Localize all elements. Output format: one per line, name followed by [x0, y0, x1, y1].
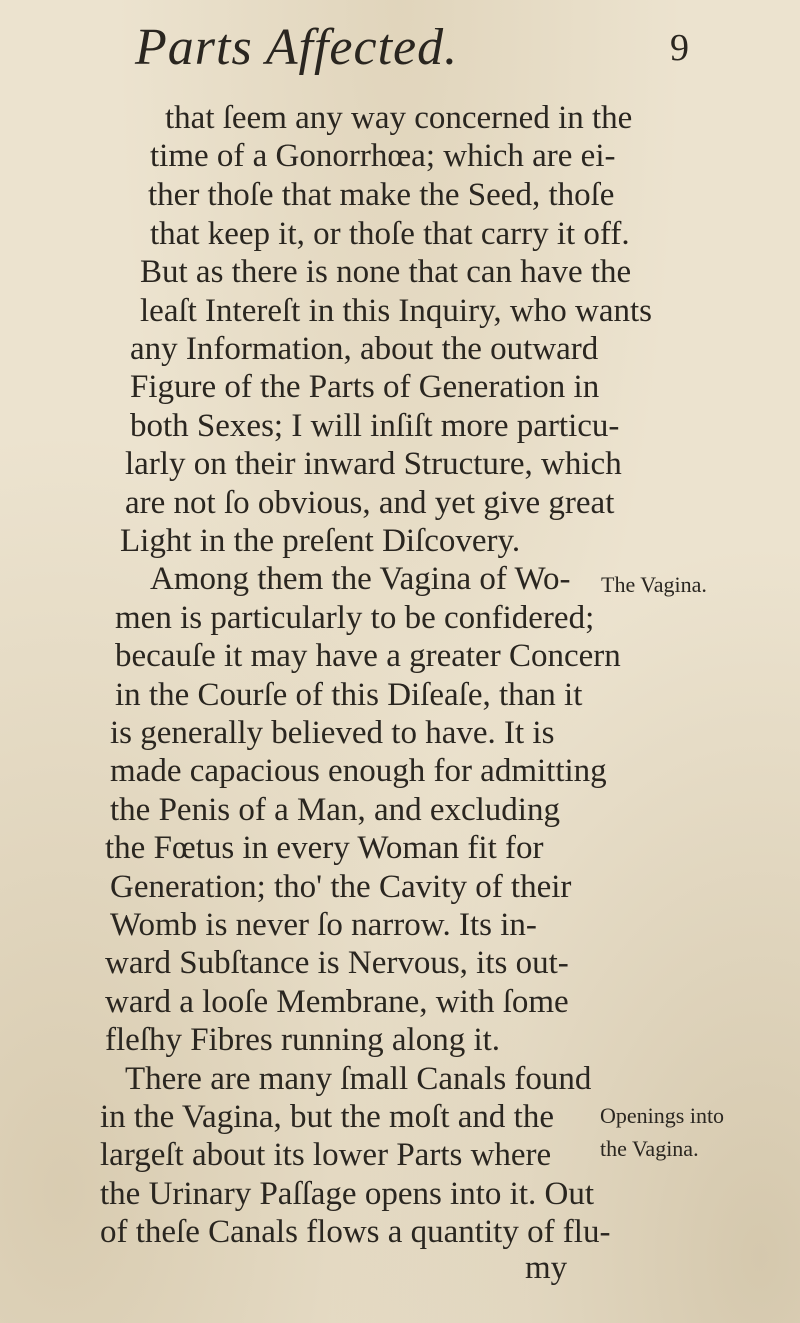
text-line-28: largeſt about its lower Parts where	[100, 1137, 552, 1173]
text-line-29: the Urinary Paſſage opens into it. Out	[100, 1176, 594, 1212]
text-line-26: There are many ſmall Canals found	[125, 1061, 592, 1097]
text-line-5: But as there is none that can have the	[140, 254, 632, 290]
text-line-25: fleſhy Fibres running along it.	[105, 1022, 501, 1058]
text-line-4: that keep it, or thoſe that carry it off.	[150, 216, 630, 252]
text-line-21: Generation; tho' the Cavity of their	[110, 869, 572, 905]
running-head	[120, 18, 760, 98]
margin-note-openings-2: the Vagina.	[600, 1136, 699, 1161]
text-line-18: made capacious enough for admitting	[110, 753, 607, 789]
page-title: Parts Affected.	[135, 19, 459, 76]
text-line-23: ward Subſtance is Nervous, its out-	[105, 945, 569, 981]
text-line-27: in the Vagina, but the moſt and the	[100, 1099, 554, 1135]
text-line-20: the Fœtus in every Woman fit for	[105, 830, 544, 866]
text-line-11: are not ſo obvious, and yet give great	[125, 485, 615, 521]
text-line-13	[150, 559, 570, 599]
text-line-8: Figure of the Parts of Generation in	[130, 369, 600, 405]
text-line-14: men is particularly to be confidered;	[115, 600, 595, 636]
text-line-15: becauſe it may have a greater Concern	[115, 638, 621, 674]
text-line-1: that ſeem any way concerned in the	[165, 100, 633, 136]
text-line-19: the Penis of a Man, and excluding	[110, 792, 560, 828]
text-line-2: time of a Gonorrhœa; which are ei-	[150, 138, 616, 174]
text-line-3: ther thoſe that make the Seed, thoſe	[148, 177, 615, 213]
text-line-7: any Information, about the outward	[130, 331, 599, 367]
text-line-30: of theſe Canals flows a quantity of flu-	[100, 1214, 611, 1250]
text-line-6: leaſt Intereſt in this Inquiry, who wants	[140, 293, 652, 329]
catchword: my	[525, 1250, 568, 1286]
margin-note-vagina: The Vagina.	[601, 572, 707, 597]
text-line-22: Womb is never ſo narrow. Its in-	[110, 907, 537, 943]
text-line-13-text: Among them the Vagina of Wo-	[150, 561, 571, 597]
text-line-10: larly on their inward Structure, which	[125, 446, 622, 482]
text-line-17: is generally believed to have. It is	[110, 715, 555, 751]
page-number: 9	[670, 27, 689, 69]
margin-note-openings-1: Openings into	[600, 1103, 725, 1128]
text-line-12: Light in the preſent Diſcovery.	[120, 523, 521, 559]
text-line-9: both Sexes; I will inſiſt more particu-	[130, 408, 620, 444]
text-line-16: in the Courſe of this Diſeaſe, than it	[115, 677, 583, 713]
text-line-24: ward a looſe Membrane, with ſome	[105, 984, 569, 1020]
